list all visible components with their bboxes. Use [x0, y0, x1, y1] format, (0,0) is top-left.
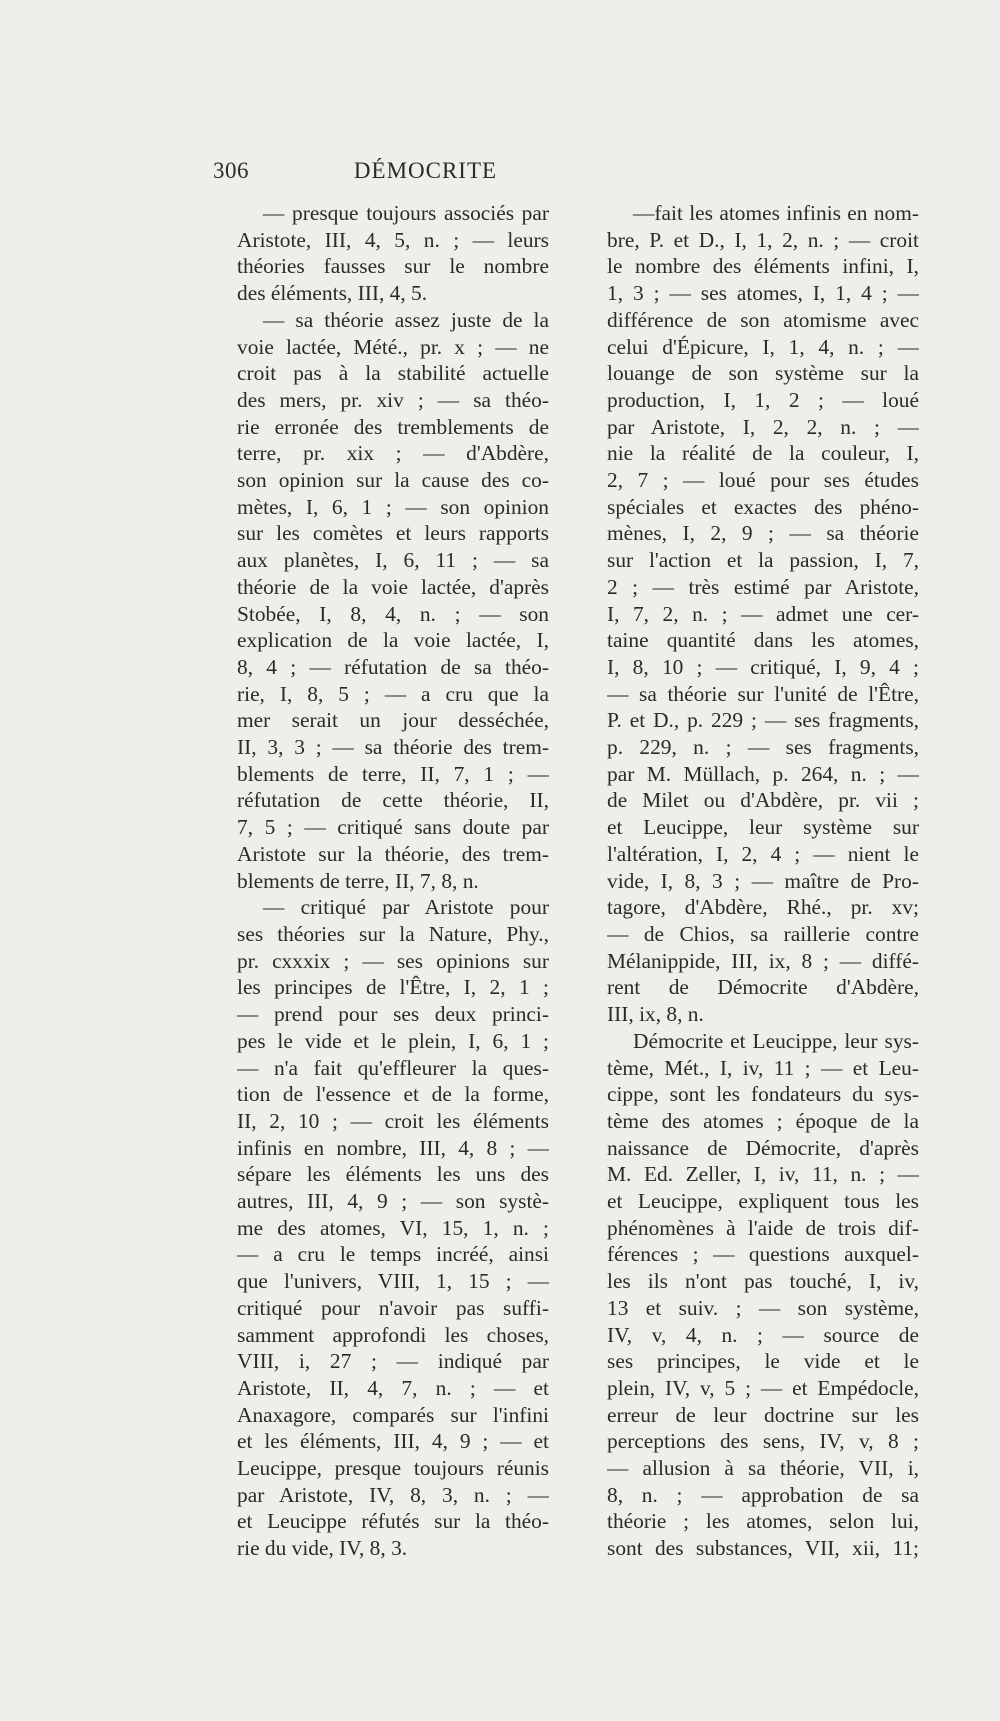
text-line: les principes de l'Être, I, 2, 1 ;	[237, 975, 549, 1000]
text-line: Aristote, II, 4, 7, n. ; — et	[237, 1375, 549, 1400]
text-line: M. Ed. Zeller, I, iv, 11, n. ; —	[607, 1162, 919, 1187]
text-line: sépare les éléments les uns des	[237, 1162, 549, 1187]
text-line: 7, 5 ; — critiqué sans doute par	[237, 815, 549, 840]
text-line: erreur de leur doctrine sur les	[607, 1402, 919, 1427]
text-line: théories fausses sur le nombre	[237, 254, 549, 279]
text-line: naissance de Démocrite, d'après	[607, 1135, 919, 1160]
text-line: celui d'Épicure, I, 1, 4, n. ; —	[607, 334, 919, 359]
text-line: explication de la voie lactée, I,	[237, 628, 549, 653]
text-line: — critiqué par Aristote pour	[263, 895, 549, 920]
text-line: 2 ; — très estimé par Aristote,	[607, 574, 919, 599]
text-line: pr. cxxxix ; — ses opinions sur	[237, 948, 549, 973]
text-line: mer serait un jour desséchée,	[237, 708, 549, 733]
text-line: théorie ; les atomes, selon lui,	[607, 1509, 919, 1534]
running-title: DÉMOCRITE	[353, 158, 498, 183]
text-line: sur les comètes et leurs rapports	[237, 521, 549, 546]
text-line: par Aristote, I, 2, 2, n. ; —	[607, 414, 919, 439]
text-line: pes le vide et le plein, I, 6, 1 ;	[237, 1028, 549, 1053]
text-line: sont des substances, VII, xii, 11;	[607, 1536, 919, 1561]
text-line: et Leucippe, leur système sur	[607, 815, 919, 840]
text-line: — sa théorie sur l'unité de l'Être,	[607, 681, 919, 706]
text-line: tème des atomes ; époque de la	[607, 1108, 919, 1133]
text-line: nie la réalité de la couleur, I,	[607, 441, 919, 466]
text-line: des mers, pr. xiv ; — sa théo-	[237, 387, 549, 412]
text-line: mènes, I, 2, 9 ; — sa théorie	[607, 521, 919, 546]
text-line: que l'univers, VIII, 1, 15 ; —	[237, 1269, 549, 1294]
text-line: phénomènes à l'aide de trois dif-	[607, 1215, 919, 1240]
text-line: son opinion sur la cause des co-	[237, 468, 549, 493]
text-line: blements de terre, II, 7, 8, n.	[237, 868, 479, 893]
text-line: II, 3, 3 ; — sa théorie des trem-	[237, 735, 549, 760]
text-line: cippe, sont les fondateurs du sys-	[607, 1082, 919, 1107]
left-column	[237, 200, 549, 1562]
text-line: des éléments, III, 4, 5.	[237, 281, 428, 306]
text-line: critiqué pour n'avoir pas suffi-	[237, 1295, 549, 1320]
text-line: théorie de la voie lactée, d'après	[237, 574, 549, 599]
text-line: — presque toujours associés par	[263, 201, 549, 225]
text-line: VIII, i, 27 ; — indiqué par	[237, 1349, 549, 1374]
text-line: croit pas à la stabilité actuelle	[237, 361, 549, 386]
text-line: tion de l'essence et de la forme,	[237, 1082, 549, 1107]
text-line: Aristote, III, 4, 5, n. ; — leurs	[237, 227, 549, 252]
text-line: p. 229, n. ; — ses fragments,	[607, 735, 919, 760]
text-line: 8, 4 ; — réfutation de sa théo-	[237, 654, 549, 679]
text-line: bre, P. et D., I, 1, 2, n. ; — croit	[607, 227, 919, 252]
text-line: et Leucippe réfutés sur la théo-	[237, 1509, 549, 1534]
text-line: ses principes, le vide et le	[607, 1349, 919, 1374]
text-line: rie erronée des tremblements de	[237, 414, 549, 439]
text-line: Démocrite et Leucippe, leur sys-	[633, 1028, 919, 1053]
text-line: autres, III, 4, 9 ; — son systè-	[237, 1189, 549, 1214]
text-line: perceptions des sens, IV, v, 8 ;	[607, 1429, 919, 1454]
text-line: louange de son système sur la	[607, 361, 919, 386]
text-line: IV, v, 4, n. ; — source de	[607, 1322, 919, 1347]
text-line: par M. Müllach, p. 264, n. ; —	[607, 761, 919, 786]
text-line: samment approfondi les choses,	[237, 1322, 549, 1347]
text-line: me des atomes, VI, 15, 1, n. ;	[237, 1215, 549, 1240]
text-line: 13 et suiv. ; — son système,	[607, 1295, 919, 1320]
text-line: —fait les atomes infinis en nom-	[633, 201, 919, 225]
text-line: Leucippe, presque toujours réunis	[237, 1456, 549, 1481]
text-line: — n'a fait qu'effleurer la ques-	[237, 1055, 549, 1080]
text-line: mètes, I, 6, 1 ; — son opinion	[237, 494, 549, 519]
text-line: vide, I, 8, 3 ; — maître de Pro-	[607, 868, 919, 893]
text-line: — de Chios, sa raillerie contre	[607, 921, 919, 946]
text-line: les ils n'ont pas touché, I, iv,	[607, 1269, 919, 1294]
text-line: 8, n. ; — approbation de sa	[607, 1482, 919, 1507]
text-line: — allusion à sa théorie, VII, i,	[607, 1456, 919, 1481]
text-line: plein, IV, v, 5 ; — et Empédocle,	[607, 1375, 919, 1400]
text-line: de Milet ou d'Abdère, pr. vii ;	[607, 788, 919, 813]
text-line: par Aristote, IV, 8, 3, n. ; —	[237, 1482, 549, 1507]
right-column	[607, 200, 919, 1562]
text-line: le nombre des éléments infini, I,	[607, 254, 919, 279]
text-line: — prend pour ses deux princi-	[237, 1002, 549, 1027]
text-line: II, 2, 10 ; — croit les éléments	[237, 1108, 549, 1133]
text-line: Aristote sur la théorie, des trem-	[237, 841, 549, 866]
text-line: III, ix, 8, n.	[607, 1002, 704, 1027]
text-line: Mélanippide, III, ix, 8 ; — diffé-	[607, 948, 919, 973]
text-line: réfutation de cette théorie, II,	[237, 788, 549, 813]
text-line: production, I, 1, 2 ; — loué	[607, 387, 919, 412]
text-line: tagore, d'Abdère, Rhé., pr. xv;	[607, 895, 919, 920]
text-line: aux planètes, I, 6, 11 ; — sa	[237, 548, 549, 573]
text-line: — sa théorie assez juste de la	[263, 307, 549, 332]
text-line: rent de Démocrite d'Abdère,	[607, 975, 919, 1000]
text-line: Anaxagore, comparés sur l'infini	[237, 1402, 549, 1427]
text-line: l'altération, I, 2, 4 ; — nient le	[607, 841, 919, 866]
text-line: rie du vide, IV, 8, 3.	[237, 1536, 408, 1561]
text-line: spéciales et exactes des phéno-	[607, 494, 919, 519]
text-line: P. et D., p. 229 ; — ses fragments,	[607, 708, 919, 733]
text-line: terre, pr. xix ; — d'Abdère,	[237, 441, 549, 466]
text-line: férences ; — questions auxquel-	[607, 1242, 919, 1267]
text-line: blements de terre, II, 7, 1 ; —	[237, 761, 549, 786]
text-line: et Leucippe, expliquent tous les	[607, 1189, 919, 1214]
text-line: voie lactée, Mété., pr. x ; — ne	[237, 334, 549, 359]
text-line: 2, 7 ; — loué pour ses études	[607, 468, 919, 493]
text-line: ses théories sur la Nature, Phy.,	[237, 921, 549, 946]
page-number: 306	[213, 158, 249, 183]
text-line: — a cru le temps incréé, ainsi	[237, 1242, 549, 1267]
text-line: différence de son atomisme avec	[607, 307, 919, 332]
text-line: I, 8, 10 ; — critiqué, I, 9, 4 ;	[607, 654, 919, 679]
text-line: 1, 3 ; — ses atomes, I, 1, 4 ; —	[607, 281, 919, 306]
text-line: taine quantité dans les atomes,	[607, 628, 919, 653]
text-line: Stobée, I, 8, 4, n. ; — son	[237, 601, 549, 626]
text-line: infinis en nombre, III, 4, 8 ; —	[237, 1135, 549, 1160]
text-line: sur l'action et la passion, I, 7,	[607, 548, 919, 573]
page-header	[213, 158, 638, 188]
text-line: rie, I, 8, 5 ; — a cru que la	[237, 681, 549, 706]
text-line: tème, Mét., I, iv, 11 ; — et Leu-	[607, 1055, 919, 1080]
text-line: et les éléments, III, 4, 9 ; — et	[237, 1429, 549, 1454]
text-line: I, 7, 2, n. ; — admet une cer-	[607, 601, 919, 626]
